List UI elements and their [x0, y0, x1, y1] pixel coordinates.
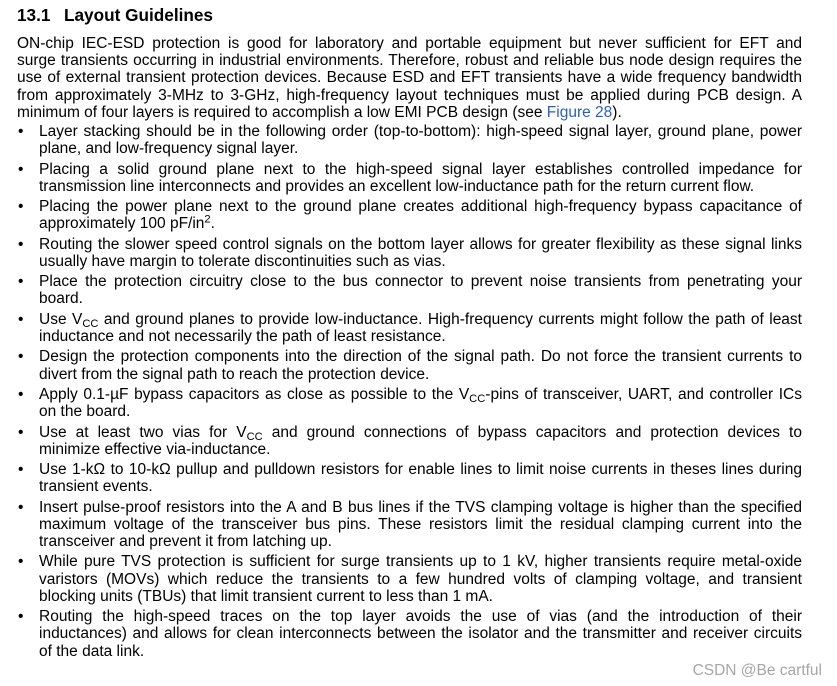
intro-line: surge transients occurring in industrial environments. Therefore, robust and reliable bus node design requires the: [17, 52, 802, 70]
bullet-marker: •: [18, 461, 24, 479]
guideline-text: Use at least two vias for V: [39, 423, 247, 441]
bullet-marker: •: [18, 198, 24, 216]
guideline-text: and ground planes to provide low-inductance. High-frequency currents might follow the path of least: [98, 310, 802, 328]
subscript: CC: [469, 393, 486, 406]
bullet-marker: •: [18, 608, 24, 626]
intro-line: [17, 104, 802, 121]
guideline-item: [17, 161, 802, 195]
watermark: CSDN @Be cartful: [692, 662, 822, 679]
guideline-line: varistors (MOVs) which reduce the transients to a few hundred volts of clamping voltage, and transient: [39, 570, 802, 588]
guideline-text: approximately 100 pF/in: [39, 215, 205, 233]
guideline-line: plane, and low-frequency signal layer.: [39, 140, 299, 158]
bullet-marker: •: [18, 348, 24, 366]
superscript: 2: [204, 213, 211, 226]
guideline-line: transmission line interconnects and provides an excellent low-inductance path for the return current flow.: [39, 177, 755, 195]
guideline-line: Placing the power plane next to the ground plane creates additional high-frequency bypass capacitance of: [39, 198, 802, 216]
guideline-line: Routing the slower speed control signals on the bottom layer allows for greater flexibility as these signal links: [39, 235, 802, 253]
guideline-item: [17, 553, 802, 605]
intro-text: ).: [612, 103, 622, 121]
guideline-item: [17, 311, 802, 345]
guidelines-list: [17, 123, 802, 660]
intro-line: ON-chip IEC-ESD protection is good for laboratory and portable equipment but never sufficient for EFT and: [17, 35, 802, 52]
section-number: 13.1: [17, 5, 51, 25]
guideline-line: [39, 385, 802, 406]
guideline-item: [17, 123, 802, 157]
guideline-text: and ground connections of bypass capacitors and protection devices to: [262, 423, 802, 441]
guideline-item: [17, 348, 802, 382]
guideline-item: [17, 198, 802, 232]
bullet-marker: •: [18, 235, 24, 253]
guideline-text: Apply 0.1-µF bypass capacitors as close as possible to the V: [39, 385, 470, 403]
bullet-marker: •: [18, 385, 24, 403]
guideline-line: usually have margin to tolerate discontinuities such as vias.: [39, 252, 446, 270]
subscript: CC: [246, 430, 263, 443]
guideline-line: inductance and not necessarily the path of least resistance.: [39, 328, 446, 345]
guideline-line: maximum voltage of the transceiver bus pins. These resistors limit the residual clamping current into the: [39, 515, 802, 533]
guideline-line: Layer stacking should be in the following order (top-to-bottom): high-speed signal layer, ground plane, power: [39, 123, 802, 140]
guideline-line: [39, 215, 802, 232]
guideline-line: Insert pulse-proof resistors into the A and B bus lines if the TVS clamping voltage is higher than the specified: [39, 498, 802, 516]
guideline-line: Place the protection circuitry close to the bus connector to prevent noise transients from penetrating your: [39, 273, 802, 291]
guideline-line: inductances) and allows for clean interconnects between the isolator and the transmitter and receiver circuits: [39, 625, 802, 643]
guideline-line: transient events.: [39, 478, 153, 496]
guideline-line: minimize effective via-inductance.: [39, 440, 271, 458]
bullet-marker: •: [18, 160, 24, 178]
intro-paragraph: [17, 35, 802, 121]
guideline-line: Design the protection components into the direction of the signal path. Do not force the transient currents to: [39, 348, 802, 366]
guideline-line: [39, 311, 802, 328]
guideline-line: board.: [39, 290, 83, 308]
guideline-line: [39, 424, 802, 441]
guideline-line: transceiver and prevent it from latching up.: [39, 533, 332, 550]
guideline-item: [17, 608, 802, 660]
guideline-text: -pins of transceiver, UART, and controller ICs: [485, 385, 802, 403]
guideline-line: Use 1-kΩ to 10-kΩ pullup and pulldown resistors for enable lines to limit noise currents in theses lines during: [39, 461, 802, 479]
bullet-marker: •: [18, 273, 24, 291]
bullet-marker: •: [18, 310, 24, 328]
guideline-text: .: [210, 215, 215, 233]
figure-28-link[interactable]: Figure 28: [546, 103, 613, 121]
guideline-line: on the board.: [39, 403, 131, 421]
guideline-line: blocking units (TBUs) that limit transient current to less than 1 mA.: [39, 587, 493, 605]
bullet-marker: •: [18, 498, 24, 516]
bullet-marker: •: [18, 553, 24, 571]
guideline-text: Use V: [39, 310, 83, 328]
section-heading: [17, 5, 213, 25]
intro-line: from approximately 3-MHz to 3-GHz, high-frequency layout techniques must be applied during PCB design. A: [17, 86, 802, 104]
subscript: CC: [82, 317, 99, 330]
intro-line: use of external transient protection devices. Because ESD and EFT transients have a wide frequency bandwidth: [17, 69, 802, 87]
intro-text: minimum of four layers is required to accomplish a low EMI PCB design (see: [17, 103, 547, 121]
guideline-line: Placing a solid ground plane next to the high-speed signal layer establishes controlled impedance for: [39, 160, 802, 178]
section-title: Layout Guidelines: [64, 5, 213, 25]
guideline-item: [17, 499, 802, 551]
guideline-line: While pure TVS protection is sufficient for surge transients up to 1 kV, higher transients require metal-oxide: [39, 553, 802, 571]
bullet-marker: •: [18, 123, 24, 140]
guideline-line: divert from the signal path to reach the protection device.: [39, 365, 430, 383]
guideline-item: [17, 273, 802, 307]
guideline-line: Routing the high-speed traces on the top layer avoids the use of vias (and the introduction of their: [39, 608, 802, 626]
guideline-line: of the data link.: [39, 642, 145, 660]
guideline-item: [17, 424, 802, 458]
bullet-marker: •: [18, 423, 24, 441]
guideline-item: [17, 236, 802, 270]
guideline-item: [17, 386, 802, 420]
guideline-item: [17, 461, 802, 495]
